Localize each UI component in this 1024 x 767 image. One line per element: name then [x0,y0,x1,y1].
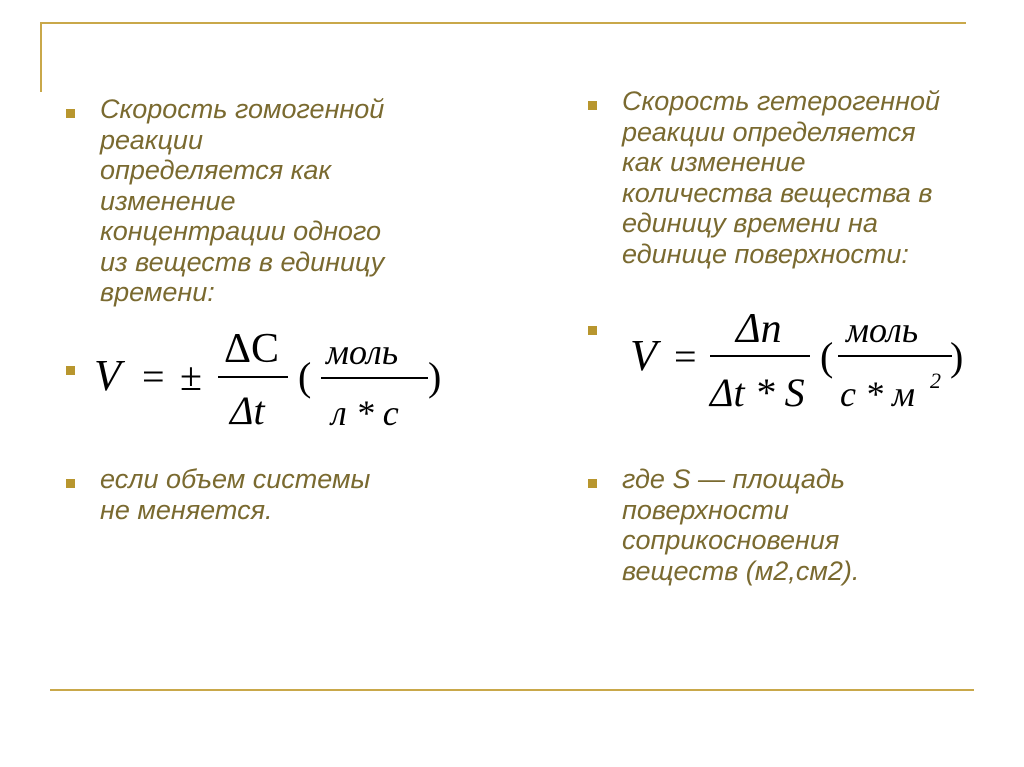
text-line: единицу времени на [622,208,878,238]
text-line: не меняется. [100,494,273,525]
bullet-marker [66,109,75,118]
text-line: если объем системы [100,464,371,494]
bullet-marker [66,366,75,375]
unit-numerator: моль [846,310,919,350]
text-line: поверхности [622,494,789,525]
formula-denominator: Δt * S [710,370,805,415]
formula-plus-minus: ± [180,354,202,399]
right-rate-formula [620,300,980,418]
text-line: где S — площадь [622,464,845,494]
text-line: из веществ в единицу [100,246,385,277]
text-line: единице поверхности: [622,238,909,269]
left-note-text [100,464,370,525]
text-line: времени: [100,277,215,307]
unit-denominator: с * м [840,374,915,414]
left-rule [40,22,42,92]
text-line: Скорость гетерогенной [622,86,941,116]
formula-left-paren: ( [820,334,834,379]
text-line: Скорость гомогенной [100,94,385,124]
text-line: соприкосновения [622,525,840,555]
text-line: концентрации одного [100,216,381,246]
bullet-marker [588,479,597,488]
formula-lhs: V [94,351,121,400]
bullet-marker [66,479,75,488]
formula-numerator: ΔC [224,326,280,372]
left-intro-text [100,94,384,308]
formula-right-paren: ) [428,354,442,399]
top-rule [40,22,966,24]
bullet-marker [588,101,597,110]
text-line: изменение [100,185,236,216]
text-line: как изменение [622,147,806,177]
text-line: веществ (м2,см2). [622,555,860,586]
right-intro-text [622,86,940,269]
formula-equals: = [674,334,697,379]
formula-lhs: V [630,331,657,380]
text-line: определяется как [100,155,332,185]
right-note-text [622,464,859,586]
formula-equals: = [142,354,165,399]
unit-denominator: л * с [331,393,399,433]
text-line: реакции определяется [622,116,916,147]
bullet-marker [588,326,597,335]
bottom-rule [50,689,974,691]
text-line: количества вещества в [622,177,933,208]
left-rate-formula [88,318,458,438]
unit-exponent: 2 [930,368,941,393]
formula-right-paren: ) [950,334,964,379]
text-line: реакции [100,124,203,155]
formula-numerator: Δn [736,306,782,352]
unit-numerator: моль [326,332,399,372]
formula-left-paren: ( [298,354,312,399]
formula-denominator: Δt [230,388,265,433]
